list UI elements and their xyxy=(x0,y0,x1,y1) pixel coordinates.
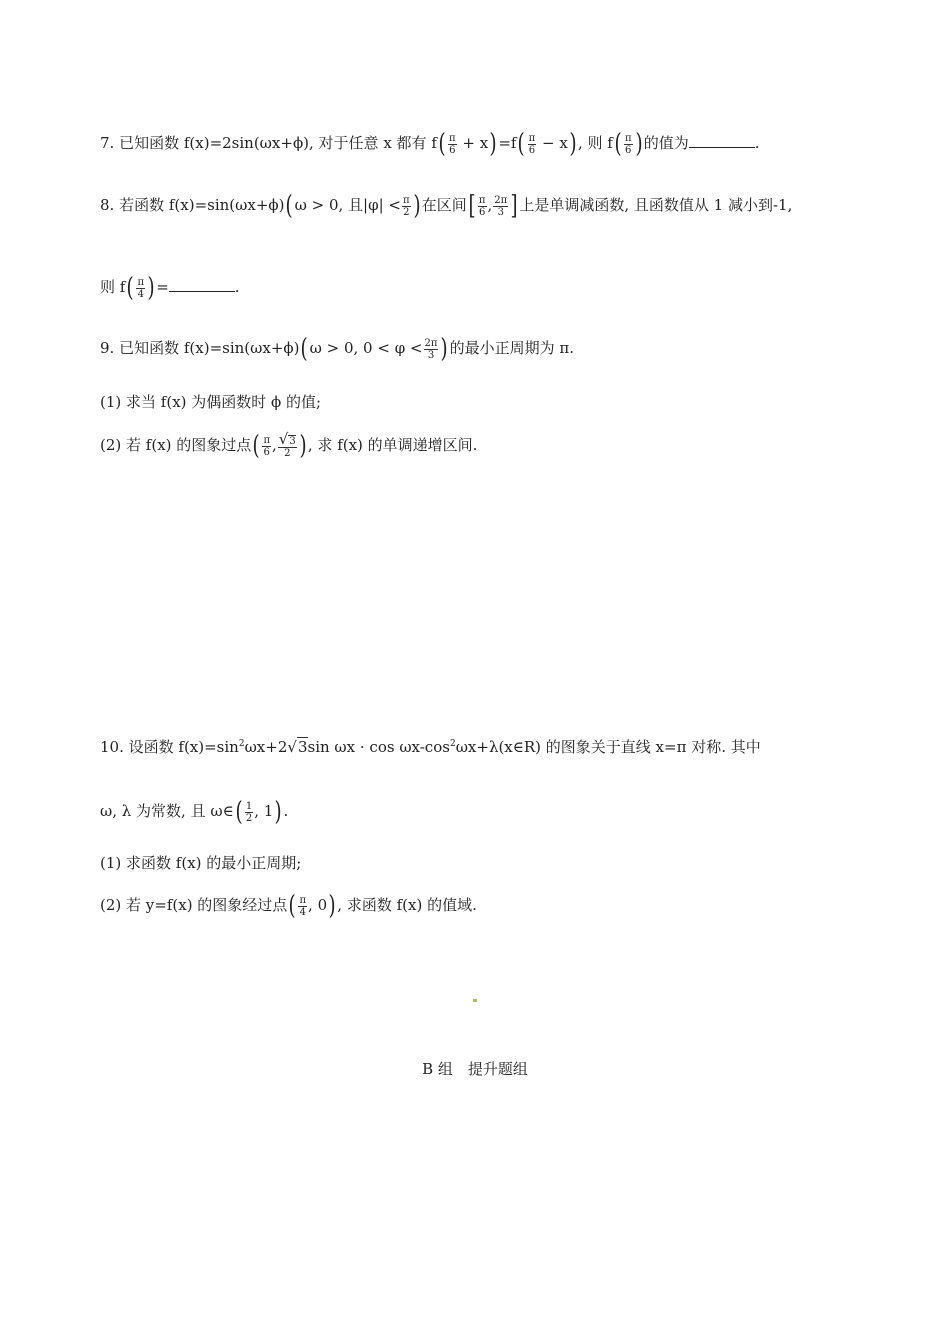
fraction: $\frac{\pi}{6}$ xyxy=(449,132,456,156)
question-8: 8. 若函数 f(x)=sin(ωx+ϕ)( ω > 0, 且|φ| < $\frac{\pi}{2}$ ) 在区间[ $\frac{\pi}{6}$ , $\frac{2\pi}{3}$ ] 上是单调减函数, 且函数值从 1 减小到-1, xyxy=(100,191,793,221)
question-9: 9. 已知函数 f(x)=sin(ωx+ϕ)( ω > 0, 0 < φ < $\frac{2\pi}{3}$ ) 的最小正周期为 π. xyxy=(100,334,575,364)
question-9-part-2: (2) 若 f(x) 的图象过点( $\frac{\pi}{6}$ , $\frac{√3}{2}$ ) , 求 f(x) 的单调递增区间. xyxy=(100,429,478,461)
sqrt-sign: √ xyxy=(287,738,297,756)
question-10-cont: ω, λ 为常数, 且 ω∈( $\frac{1}{2}$ , 1) . xyxy=(100,797,289,827)
fraction: $\frac{2\pi}{3}$ xyxy=(424,337,438,361)
question-10: 10. 设函数 $f(x)=\sin^2\omega x+2√3\sin$ $\omega x \cdot \cos \omega x-\cos^2\omega x+\lambda(x\in R)$ 的图象关于直线 x=π 对称. 其中 xyxy=(100,738,761,756)
question-8-cont: 则 f( $\frac{\pi}{4}$ ) = . xyxy=(100,273,240,303)
fraction: $\frac{\pi}{4}$ xyxy=(137,276,145,300)
q7-text: 7. 已知函数 f(x)=2sin(ωx+ϕ), 对于任意 x 都有 f xyxy=(100,134,437,152)
question-9-part-1: (1) 求当 f(x) 为偶函数时 ϕ 的值; xyxy=(100,393,322,411)
decorative-mark xyxy=(473,999,477,1002)
fraction: $\frac{2\pi}{3}$ xyxy=(494,194,508,218)
question-10-part-1: (1) 求函数 f(x) 的最小正周期; xyxy=(100,854,302,872)
answer-blank xyxy=(689,131,755,148)
fraction: $\frac{\pi}{6}$ xyxy=(263,434,271,458)
section-heading: B 组 提升题组 xyxy=(422,1060,528,1078)
answer-blank xyxy=(169,275,235,292)
fraction: $\frac{\pi}{6}$ xyxy=(624,132,632,156)
fraction: $\frac{\pi}{2}$ xyxy=(403,194,410,218)
fraction: $\frac{1}{2}$ xyxy=(245,800,253,824)
fraction: $\frac{\pi}{4}$ xyxy=(299,894,307,918)
fraction: $\frac{\pi}{6}$ xyxy=(478,194,486,218)
fraction: $\frac{√3}{2}$ xyxy=(278,429,296,459)
fraction: $\frac{\pi}{6}$ xyxy=(528,132,536,156)
question-10-part-2: (2) 若 y=f(x) 的图象经过点( $\frac{\pi}{4}$ , 0) , 求函数 f(x) 的值域. xyxy=(100,891,477,921)
question-7: 7. 已知函数 f(x)=2sin(ωx+ϕ), 对于任意 x 都有 f( $\frac{\pi}{6}$ + x) =f( $\frac{\pi}{6}$ − x) , 则 f( $\frac{\pi}{6}$ ) 的值为 . xyxy=(100,129,760,159)
